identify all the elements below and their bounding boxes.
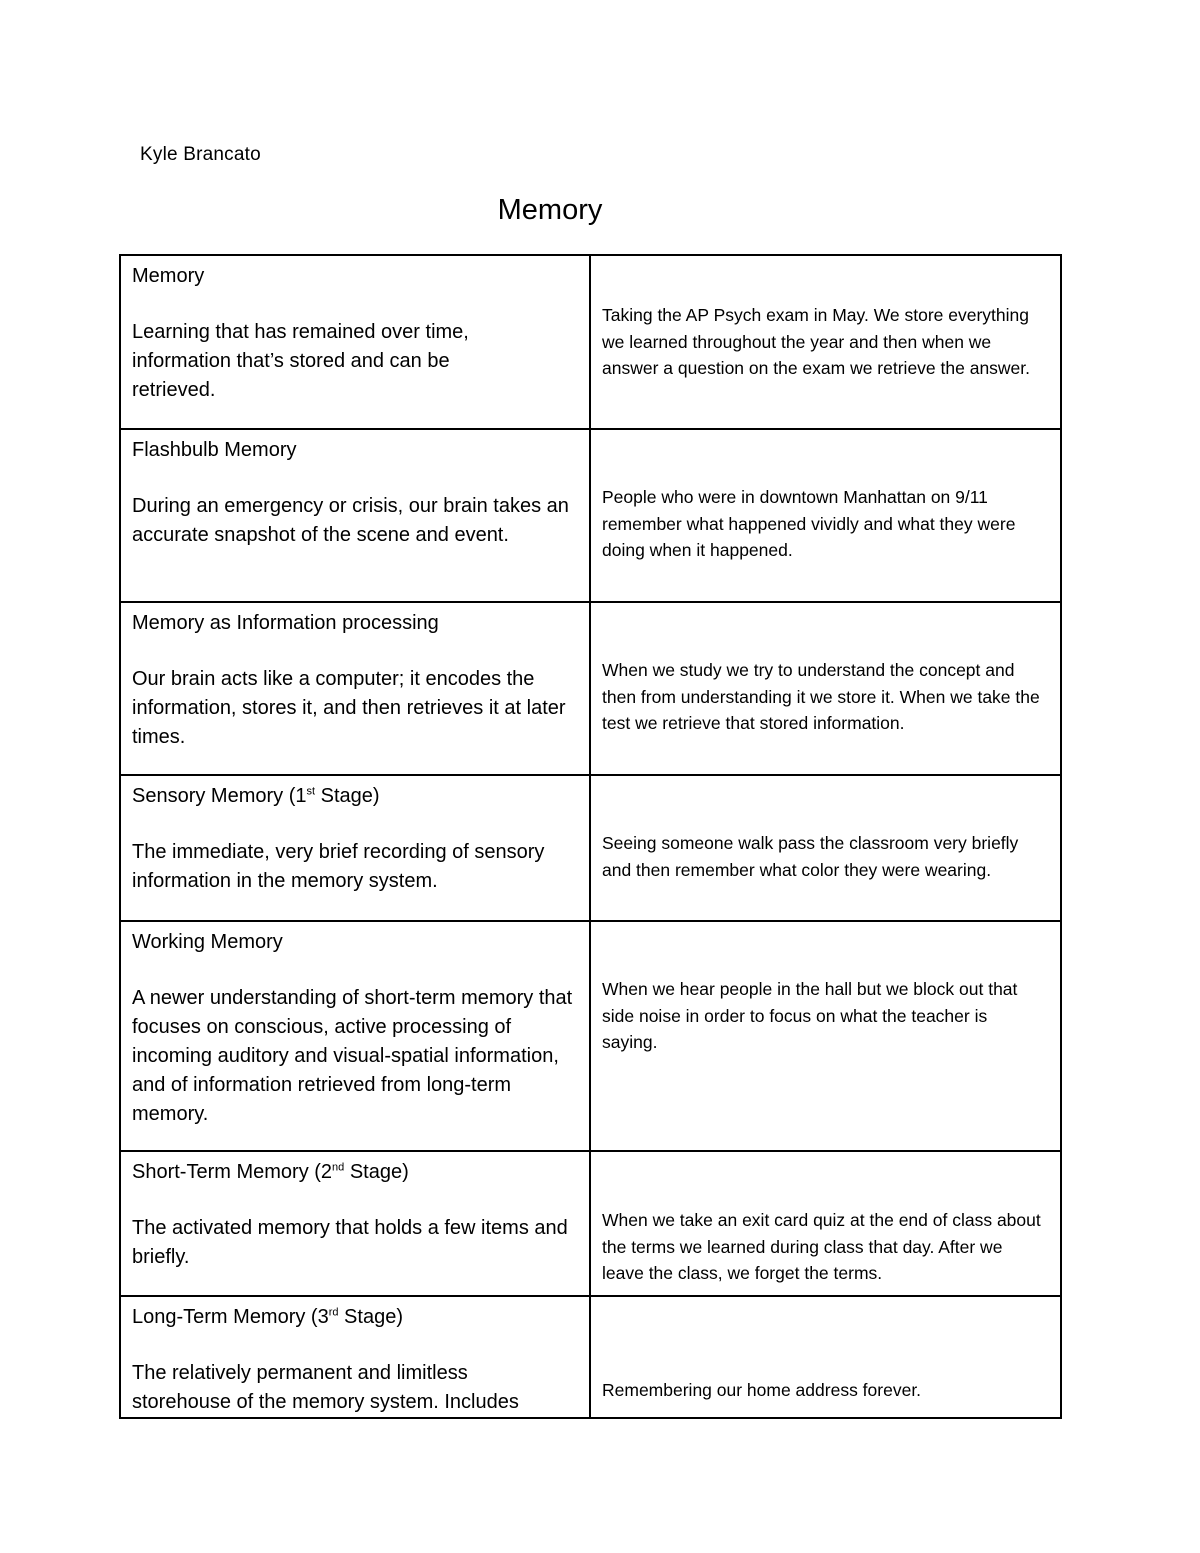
table-row [120, 921, 1061, 1151]
term-label: Long-Term Memory (3rd Stage) [132, 1306, 403, 1328]
term-cell [120, 1151, 590, 1296]
example-cell [590, 1151, 1061, 1296]
term-cell [120, 429, 590, 602]
term-cell [120, 255, 590, 429]
example-cell [590, 1296, 1061, 1418]
example-cell [590, 602, 1061, 775]
term-label: Memory [132, 265, 205, 287]
term-definition: During an emergency or crisis, our brain takes an accurate snapshot of the scene and event. [132, 495, 569, 546]
example-text: Remembering our home address forever. [602, 1380, 922, 1400]
term-label: Memory as Information processing [132, 612, 439, 634]
term-definition: Our brain acts like a computer; it encodes the information, stores it, and then retrieves it at later times. [132, 668, 566, 748]
term-definition: A newer understanding of short-term memory that focuses on conscious, active processing of incoming auditory and visual-spatial information, and of information retrieved from long-term memory. [132, 987, 573, 1125]
author-name: Kyle Brancato [140, 144, 261, 165]
example-text: When we study we try to understand the concept and then from understanding it we store it. When we take the test we retrieve that stored information. [602, 660, 1040, 733]
term-definition: Learning that has remained over time, information that’s stored and can be retrieved. [132, 321, 469, 401]
table-row [120, 602, 1061, 775]
term-definition: The activated memory that holds a few items and briefly. [132, 1217, 568, 1268]
term-cell [120, 602, 590, 775]
term-label: Working Memory [132, 931, 283, 953]
memory-table [119, 254, 1062, 1419]
page-title: Memory [497, 194, 603, 226]
term-definition: The immediate, very brief recording of sensory information in the memory system. [132, 841, 545, 892]
example-cell [590, 775, 1061, 921]
term-label: Short-Term Memory (2nd Stage) [132, 1161, 409, 1183]
example-cell [590, 921, 1061, 1151]
table-row [120, 1151, 1061, 1296]
table-row [120, 775, 1061, 921]
term-label: Sensory Memory (1st Stage) [132, 785, 380, 807]
table-row [120, 255, 1061, 429]
example-text: Taking the AP Psych exam in May. We store everything we learned throughout the year and then when we answer a question on the exam we retrieve the answer. [602, 305, 1031, 379]
table-row [120, 429, 1061, 602]
term-label: Flashbulb Memory [132, 439, 297, 461]
example-text: When we take an exit card quiz at the end of class about the terms we learned during class that day. After we leave the class, we forget the terms. [602, 1210, 1041, 1283]
term-cell [120, 921, 590, 1151]
example-text: When we hear people in the hall but we block out that side noise in order to focus on what the teacher is saying. [602, 979, 1018, 1052]
example-text: People who were in downtown Manhattan on 9/11 remember what happened vividly and what they were doing when it happened. [602, 487, 1016, 560]
example-cell [590, 255, 1061, 429]
term-definition: The relatively permanent and limitless storehouse of the memory system. Includes [132, 1362, 519, 1413]
term-cell [120, 775, 590, 921]
table-row [120, 1296, 1061, 1418]
example-text: Seeing someone walk pass the classroom very briefly and then remember what color they were wearing. [602, 833, 1019, 880]
example-cell [590, 429, 1061, 602]
term-cell [120, 1296, 590, 1418]
